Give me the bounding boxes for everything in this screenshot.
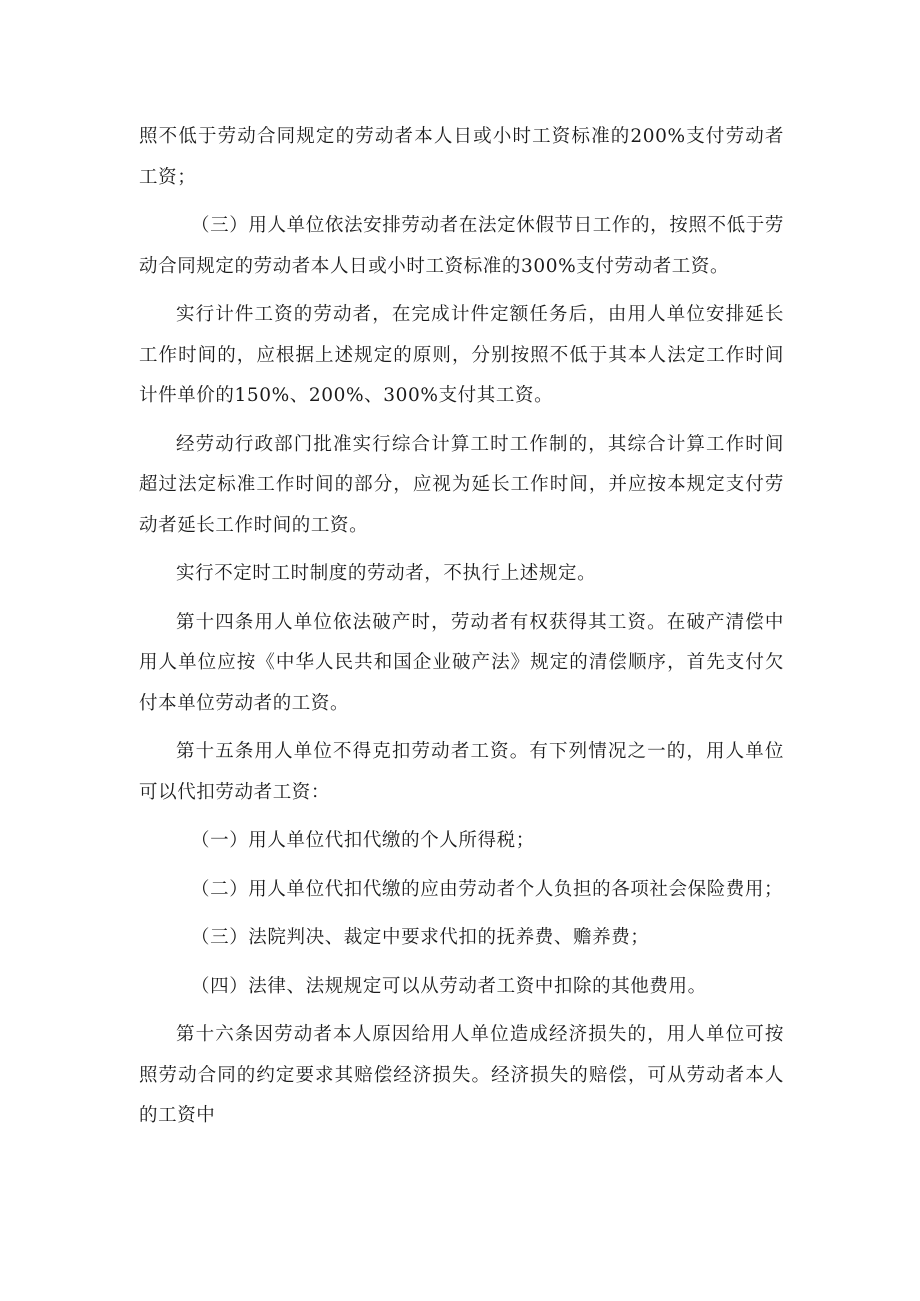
paragraph-continuation: 照不低于劳动合同规定的劳动者本人日或小时工资标准的200%支付劳动者工资； [139,126,784,188]
paragraph-article-15: 第十五条用人单位不得克扣劳动者工资。有下列情况之一的，用人单位可以代扣劳动者工资： [139,741,784,803]
paragraph-article-16: 第十六条因劳动者本人原因给用人单位造成经济损失的，用人单位可按照劳动合同的约定要求其赔偿经济损失。经济损失的赔偿，可从劳动者本人的工资中 [139,1024,784,1126]
paragraph-article-14: 第十四条用人单位依法破产时，劳动者有权获得其工资。在破产清偿中用人单位应按《中华人民共和国企业破产法》规定的清偿顺序，首先支付欠付本单位劳动者的工资。 [139,611,784,714]
paragraph-item-1: （一）用人单位代扣代缴的个人所得税； [191,830,535,851]
paragraph-flexible-hours: 实行不定时工时制度的劳动者，不执行上述规定。 [176,563,597,584]
paragraph-piecework: 实行计件工资的劳动者，在完成计件定额任务后，由用人单位安排延长工作时间的，应根据上述规定的原则，分别按照不低于其本人法定工作时间计件单价的150%、200%、300%支付其工资。 [139,304,784,406]
paragraph-item-4: （四）法律、法规规定可以从劳动者工资中扣除的其他费用。 [191,975,707,997]
paragraph-item-3: （三）法院判决、裁定中要求代扣的抚养费、赡养费； [191,927,650,948]
paragraph-comprehensive-hours: 经劳动行政部门批准实行综合计算工时工作制的，其综合计算工作时间超过法定标准工作时间的部分，应视为延长工作时间，并应按本规定支付劳动者延长工作时间的工资。 [139,433,784,536]
paragraph-item-3-holiday: （三）用人单位依法安排劳动者在法定休假节日工作的，按照不低于劳动合同规定的劳动者本人日或小时工资标准的300%支付劳动者工资。 [139,215,784,277]
paragraph-item-2: （二）用人单位代扣代缴的应由劳动者个人负担的各项社会保险费用； [191,878,784,900]
document-page [139,117,784,1145]
